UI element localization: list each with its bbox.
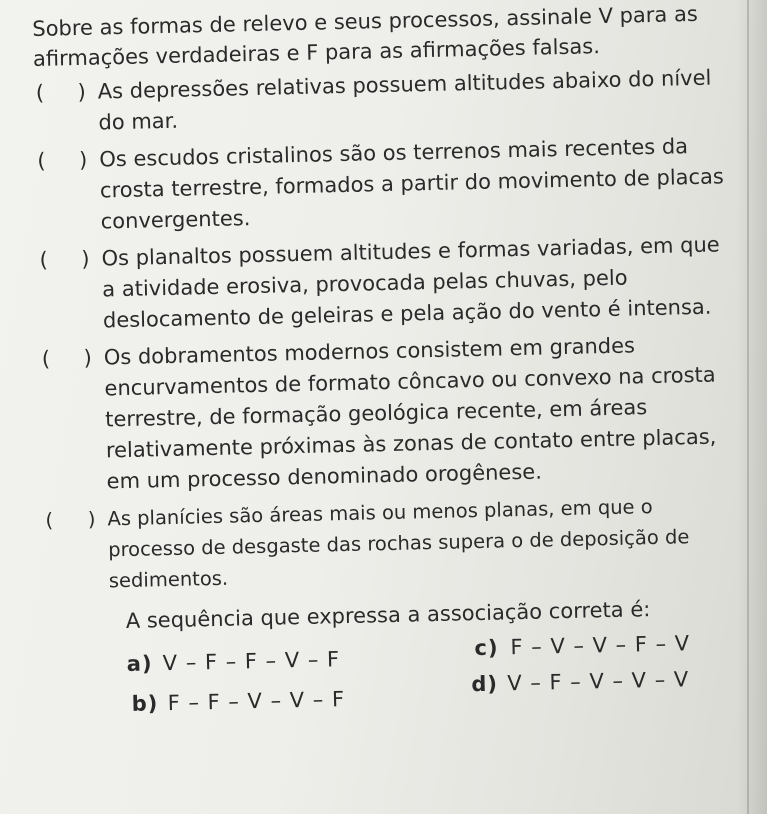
answer-blank-4[interactable]: ( )	[41, 345, 93, 371]
option-key: c)	[474, 635, 499, 661]
option-key: a)	[126, 651, 153, 677]
statement-text: Os planaltos possuem altitudes e formas variadas, em que a atividade erosiva, provocada pelas chuvas, pelo deslocamento de geleiras e pela ação do vento é intensa.	[101, 232, 720, 333]
statement-2	[35, 130, 727, 239]
option-key: b)	[131, 691, 159, 716]
answer-blank-1[interactable]: ( )	[35, 79, 87, 105]
page-edge	[747, 0, 749, 814]
option-text: F – F – V – V – F	[167, 687, 346, 716]
option-text: V – F – V – V – V	[507, 667, 690, 696]
intro-text: Sobre as formas de relevo e seus processos, assinale V para as afirmações verdadeiras e F para as afirmações falsas.	[32, 1, 699, 71]
option-key: d)	[471, 671, 499, 697]
question-text: A sequência que expressa a associação correta é:	[125, 597, 651, 634]
option-a[interactable]	[126, 647, 340, 676]
option-b[interactable]	[131, 687, 345, 716]
statement-5	[43, 489, 735, 598]
option-text: F – V – V – F – V	[510, 631, 691, 660]
answer-options	[46, 626, 738, 732]
statement-text: Os escudos cristalinos são os terrenos mais recentes da crosta terrestre, formados a partir do movimento de placas convergentes.	[99, 134, 725, 234]
option-d[interactable]	[471, 667, 689, 696]
exercise	[32, 0, 738, 732]
option-c[interactable]	[474, 631, 690, 660]
statement-text: As depressões relativas possuem altitudes abaixo do nível do mar.	[97, 65, 712, 135]
answer-blank-5[interactable]: ( )	[45, 507, 96, 532]
statement-1	[33, 62, 724, 140]
statement-text: Os dobramentos modernos consistem em grandes encurvamentos de formato côncavo ou convexo na crosta terrestre, de formação geológica recente, em áreas relativamente próximas às zonas de contato entre placas, em um processo denominado orogênese.	[103, 333, 717, 494]
statement-3	[37, 229, 729, 338]
answer-blank-2[interactable]: ( )	[37, 147, 88, 173]
answer-blank-3[interactable]: ( )	[39, 246, 90, 272]
statement-4	[39, 328, 732, 499]
statement-text: As planícies são áreas mais ou menos planas, em que o processo de desgaste das rochas supera o de deposição de sedimentos.	[107, 495, 690, 593]
page-shadow	[737, 0, 767, 814]
option-text: V – F – F – V – F	[162, 647, 341, 676]
